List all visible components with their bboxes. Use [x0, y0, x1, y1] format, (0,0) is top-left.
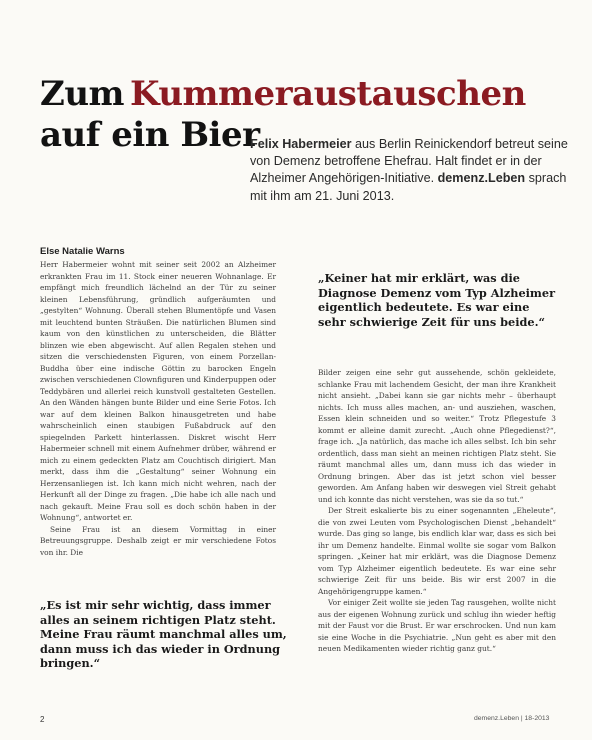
headline-line1-plain: Zum: [40, 74, 125, 114]
author-byline: Else Natalie Warns: [40, 246, 125, 257]
headline-line1-accent: Kummeraustauschen: [130, 74, 526, 114]
intro-text-a: aus Berlin Reinickendorf betreut seine von Demenz betroffene Ehefrau. Halt findet er in der Alzheimer Angehörigen-Initiative.: [250, 137, 568, 186]
left-paragraph: Seine Frau ist an diesem Vormittag in einer Betreuungsgruppe. Deshalb zeigt er mir verschiedene Fotos von ihr. Die: [40, 524, 276, 557]
right-paragraph: Der Streit eskalierte bis zu einer sogenannten „Eheleute“, die von zwei Leuten vom Psychologischen Dienst „behandelt“ wurde. Das ging so lange, bis endlich klar war, dass es sich bei ihr um Demenz handelte. Einmal wollte sie sogar vom Balkon springen. „Keiner hat mir erklärt, was die Diagnose Demenz vom Typ Alzheimer eigentlich bedeutete. Es war eine sehr schwierige Zeit für uns beide. Bis wir erst 2007 in die Angehörigengruppe kamen.“: [318, 506, 556, 596]
right-paragraph: Bilder zeigen eine sehr gut aussehende, schön gekleidete, schlanke Frau mit lachendem Gesicht, der man ihre Krankheit nicht ansieht. „Dabei kann sie gar nichts mehr – überhaupt nichts. Ich muss alles machen, an- und ausziehen, waschen, Essen klein schneiden und so weiter.“ Trotz Pflegestufe 3 kommt er alleine damit zurecht. „Auch ohne Pflegedienst?“, frage ich. „Ja natürlich, das mache ich alles selbst. Ich bin sehr ordentlich, dass man sieht an meinen richtigen Platz steht. Sie räumt manchmal alles um, dann muss ich das wieder in Ordnung bringen. Aber das ist jetzt schon viel besser geworden. Am Anfang haben wir deswegen viel Streit gehabt und ich konnte das nicht verstehen, was sie da so tut.“: [318, 368, 556, 504]
intro-text-b: sprach mit ihm am 21. Juni 2013.: [250, 171, 567, 203]
intro-name: Felix Habermeier: [250, 137, 352, 151]
intro-teaser: [250, 136, 580, 205]
right-paragraph: Vor einiger Zeit wollte sie jeden Tag rausgehen, wollte nicht aus der eigenen Wohnung zurück und schlug ihn wieder heftig mit der Faust vor die Brust. Er war erschrocken. Und nun kam sie eine Woche in die Psychiatrie. „Nun geht es aber mit den neuen Medikamenten wieder richtig ganz gut.“: [318, 598, 556, 653]
right-column: [318, 367, 556, 655]
left-paragraph: Herr Habermeier wohnt mit seiner seit 2002 an Alzheimer erkrankten Frau im 11. Stock einer neueren Wohnanlage. Er empfängt mich freundlich lächelnd an der Tür zu seiner kleinen Lebensführung, gründlich aufgeräumten und „gestylten“ Wohnung. Überall stehen Blumentöpfe und Vasen mit leuchtend bunten Sträußen. Die natürlichen Blumen sind kaum von den künstlichen zu unterscheiden, die Blätter blinzen wie eben abgewischt. Auf allen Regalen stehen und sitzen die verschiedensten Figuren, von einem Porzellan-Buddha über eine indische Göttin zu barocken Engeln zwischen verschiedenen Clownfiguren und Kinderpuppen oder Teddybären und allerlei reich kunstvoll gestalteten Gestellen. An den Wänden hängen bunte Bilder und eine Serie Fotos. Ich war auf dem kleinen Balkon hinausgetreten und habe wahrscheinlich einen staubigen Fußabdruck auf den spiegelnden Parkett hinterlassen. Diskret wischt Herr Habermeier schnell mit einem Aufnehmer drüber, während er mich zu einem gedeckten Platz am Couchtisch dirigiert. Man merkt, dass ihm die „Gestaltung“ seiner Wohnung ein Herzensanliegen ist. Ich kann mich nicht wehren, nach der Herkunft all der Dinge zu fragen. „Die habe ich alle nach und nach gekauft. Meine Frau soll es doch schön haben in der Wohnung“, antwortet er.: [40, 260, 277, 522]
footer-issue: demenz.Leben | 18-2013: [474, 715, 550, 722]
left-column: [40, 259, 276, 558]
headline-line2: auf ein Bier: [40, 115, 260, 155]
intro-org: demenz.Leben: [437, 171, 526, 186]
pull-quote-right: „Keiner hat mir erklärt, was die Diagnose Demenz vom Typ Alzheimer eigentlich bedeutete. Es war eine sehr schwierige Zeit für uns beide.“: [318, 271, 556, 329]
pull-quote-left: „Es ist mir sehr wichtig, dass immer alles an seinem richtigen Platz steht. Meine Frau räumt manchmal alles um, dann muss ich das wieder in Ordnung bringen.“: [40, 598, 287, 670]
page-number: 2: [40, 715, 45, 724]
